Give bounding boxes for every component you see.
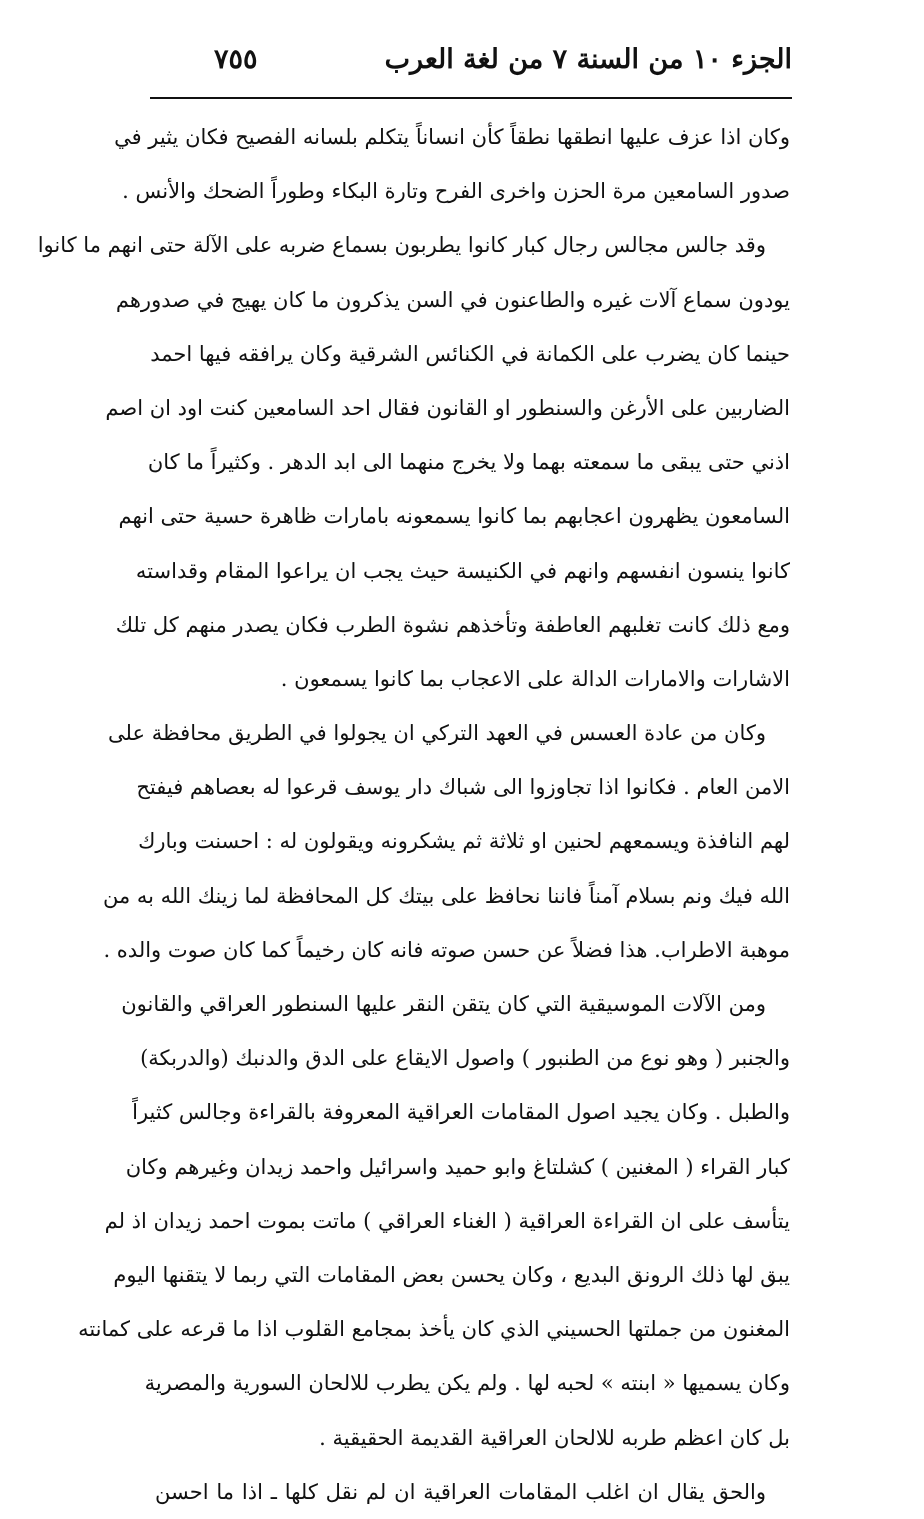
text-line: الضاربين على الأرغن والسنطور او القانون فقال احد السامعين كنت اود ان اصم [105,395,790,420]
header-rule [150,97,792,99]
text-line: والحق يقال ان اغلب المقامات العراقية ان لم نقل كلها ـ اذا ما احسن [155,1479,766,1504]
text-line: ومع ذلك كانت تغلبهم العاطفة وتأخذهم نشوة الطرب فكان يصدر منهم كل تلك [115,612,790,637]
text-line: ومن الآلات الموسيقية التي كان يتقن النقر عليها السنطور العراقي والقانون [121,992,766,1016]
text-line: يودون سماع آلات غيره والطاعنون في السن يذكرون ما كان يهيج في صدورهم [115,287,790,312]
body-text [37,110,790,1519]
text-line: السامعون يظهرون اعجابهم بما كانوا يسمعونه بامارات ظاهرة حسية حتى انهم [118,504,790,529]
text-line: الاشارات والامارات الدالة على الاعجاب بما كانوا يسمعون . [280,666,790,691]
running-head: الجزء ١٠ من السنة ٧ من لغة العرب [384,44,792,75]
text-line: لهم النافذة ويسمعهم لحنين او ثلاثة ثم يشكرونه ويقولون له : احسنت وبارك [138,829,790,854]
text-line: وكان من عادة العسس في العهد التركي ان يجولوا في الطريق محافظة على [108,721,766,746]
text-line: اذني حتى يبقى ما سمعته بهما ولا يخرج منهما الى ابد الدهر . وكثيراً ما كان [147,450,790,475]
text-line: الامن العام . فكانوا اذا تجاوزوا الى شباك دار يوسف قرعوا له بعصاهم فيفتح [136,775,790,800]
text-line: والطبل . وكان يجيد اصول المقامات العراقية المعروفة بالقراءة وجالس كثيراً [132,1100,790,1125]
text-line: موهبة الاطراب. هذا فضلاً عن حسن صوته فانه كان رخيماً كما كان صوت والده . [103,937,790,962]
text-line: بل كان اعظم طربه للالحان العراقية القديمة الحقيقية . [319,1425,790,1450]
text-line: وكان يسميها « ابنته » لحبه لها . ولم يكن يطرب للالحان السورية والمصرية [144,1371,790,1396]
text-line: الله فيك ونم بسلام آمناً فاننا نحافظ على بيتك كل المحافظة لما زينك الله به من [102,883,790,908]
text-line: والجنبر ( وهو نوع من الطنبور ) واصول الايقاع على الدق والدنبك (والدربكة) [140,1046,790,1071]
text-line: يتأسف على ان القراءة العراقية ( الغناء العراقي ) ماتت بموت احمد زيدان اذ لم [104,1208,790,1233]
text-line: حينما كان يضرب على الكمانة في الكنائس الشرقية وكان يرافقه فيها احمد [150,341,790,366]
text-line: يبق لها ذلك الرونق البديع ، وكان يحسن بعض المقامات التي ربما لا يتقنها اليوم [113,1262,790,1287]
page-number: ٧٥٥ [214,44,258,75]
text-line: وكان اذا عزف عليها انطقها نطقاً كأن انساناً يتكلم بلسانه الفصيح فكان يثير في [114,125,790,149]
text-line: صدور السامعين مرة الحزن واخرى الفرح وتارة البكاء وطوراً الضحك والأنس . [122,179,790,204]
text-line: كانوا ينسون انفسهم وانهم في الكنيسة حيث يجب ان يراعوا المقام وقداسته [135,558,790,583]
page-header [150,40,792,88]
text-line: وقد جالس مجالس رجال كبار كانوا يطربون بسماع ضربه على الآلة حتى انهم ما كانوا [37,233,766,258]
text-line: المغنون من جملتها الحسيني الذي كان يأخذ بمجامع القلوب اذا ما قرعه على كمانته [78,1317,790,1342]
text-line: كبار القراء ( المغنين ) كشلتاغ وابو حميد واسرائيل واحمد زيدان وغيرهم وكان [125,1154,790,1179]
